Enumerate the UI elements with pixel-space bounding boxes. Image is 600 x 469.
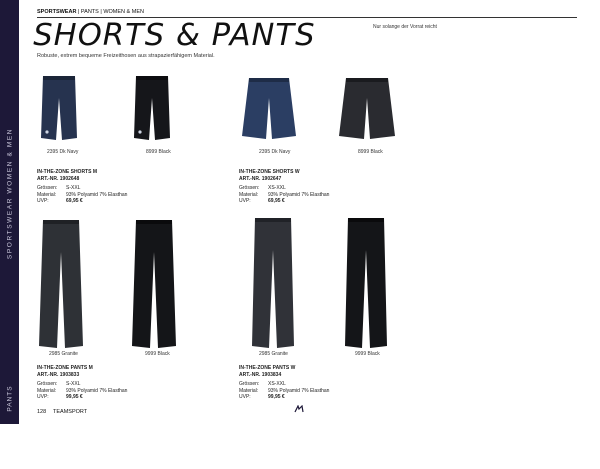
craft-logo-icon bbox=[294, 405, 304, 413]
shorts-m-black-image bbox=[133, 74, 171, 144]
shorts-w-navy-image bbox=[241, 76, 297, 142]
price-label: UVP: bbox=[37, 394, 49, 401]
shorts-w-black-image bbox=[338, 76, 396, 142]
variant-caption: 9999 Black bbox=[145, 351, 170, 357]
product-info-shorts-w bbox=[239, 169, 329, 205]
sizes-value: S-XXL bbox=[66, 381, 81, 388]
price-value: 69,95 € bbox=[268, 198, 285, 205]
sizes-label: Grössen: bbox=[239, 381, 260, 388]
material-value: 93% Polyamid 7% Elasthan bbox=[268, 191, 330, 198]
variant-caption: 2985 Granite bbox=[259, 351, 288, 357]
article-number: ART.-NR. 1902648 bbox=[37, 175, 80, 182]
article-number: ART.-NR. 1903833 bbox=[37, 371, 80, 378]
variant-caption: 8999 Black bbox=[146, 149, 171, 155]
material-value: 93% Polyamid 7% Elasthan bbox=[268, 387, 330, 394]
material-label: Material: bbox=[239, 387, 259, 394]
price-label: UVP: bbox=[239, 394, 251, 401]
product-info-pants-w bbox=[239, 365, 329, 401]
availability-note: Nur solange der Vorrat reicht bbox=[373, 24, 437, 30]
material-value: 93% Polyamid 7% Elasthan bbox=[66, 191, 128, 198]
pants-m-black-image bbox=[131, 218, 177, 350]
pants-m-granite-image bbox=[38, 218, 84, 350]
page-number: 128 bbox=[37, 409, 47, 415]
sidebar-section-label: PANTS bbox=[6, 385, 14, 412]
pants-w-black-image bbox=[343, 216, 389, 350]
product-info-pants-m bbox=[37, 365, 127, 401]
material-label: Material: bbox=[239, 191, 259, 198]
product-name: IN-THE-ZONE PANTS W bbox=[239, 365, 296, 371]
price-label: UVP: bbox=[239, 198, 251, 205]
sizes-label: Grössen: bbox=[37, 381, 58, 388]
page-title: SHORTS & PANTS bbox=[33, 18, 316, 53]
sidebar bbox=[0, 0, 19, 424]
sizes-value: XS-XXL bbox=[268, 185, 286, 192]
breadcrumb-brand: SPORTSWEAR bbox=[37, 9, 77, 15]
material-value: 93% Polyamid 7% Elasthan bbox=[66, 387, 128, 394]
sidebar-category-label: SPORTSWEAR WOMEN & MEN bbox=[6, 127, 14, 260]
variant-caption: 8999 Black bbox=[358, 149, 383, 155]
article-number: ART.-NR. 1903834 bbox=[239, 371, 282, 378]
article-number: ART.-NR. 1902647 bbox=[239, 175, 282, 182]
breadcrumb-path: | PANTS | WOMEN & MEN bbox=[76, 9, 144, 15]
price-value: 69,95 € bbox=[66, 198, 83, 205]
intro-text: Robuste, extrem bequeme Freizeithosen aus strapazierfähigem Material. bbox=[37, 53, 215, 59]
sizes-label: Grössen: bbox=[239, 185, 260, 192]
product-name: IN-THE-ZONE PANTS M bbox=[37, 365, 93, 371]
variant-caption: 2395 Dk Navy bbox=[47, 149, 79, 155]
footer-brand: TEAMSPORT bbox=[53, 409, 88, 415]
product-name: IN-THE-ZONE SHORTS W bbox=[239, 169, 300, 175]
variant-caption: 2395 Dk Navy bbox=[259, 149, 291, 155]
sizes-label: Grössen: bbox=[37, 185, 58, 192]
price-value: 99,95 € bbox=[66, 394, 83, 401]
material-label: Material: bbox=[37, 191, 57, 198]
sizes-value: S-XXL bbox=[66, 185, 81, 192]
breadcrumb bbox=[37, 9, 144, 15]
price-value: 99,95 € bbox=[268, 394, 285, 401]
product-name: IN-THE-ZONE SHORTS M bbox=[37, 169, 97, 175]
product-info-shorts-m bbox=[37, 169, 127, 205]
price-label: UVP: bbox=[37, 198, 49, 205]
material-label: Material: bbox=[37, 387, 57, 394]
sizes-value: XS-XXL bbox=[268, 381, 286, 388]
variant-caption: 9999 Black bbox=[355, 351, 380, 357]
pants-w-granite-image bbox=[250, 216, 296, 350]
shorts-m-navy-image bbox=[40, 74, 78, 144]
variant-caption: 2985 Granite bbox=[49, 351, 78, 357]
